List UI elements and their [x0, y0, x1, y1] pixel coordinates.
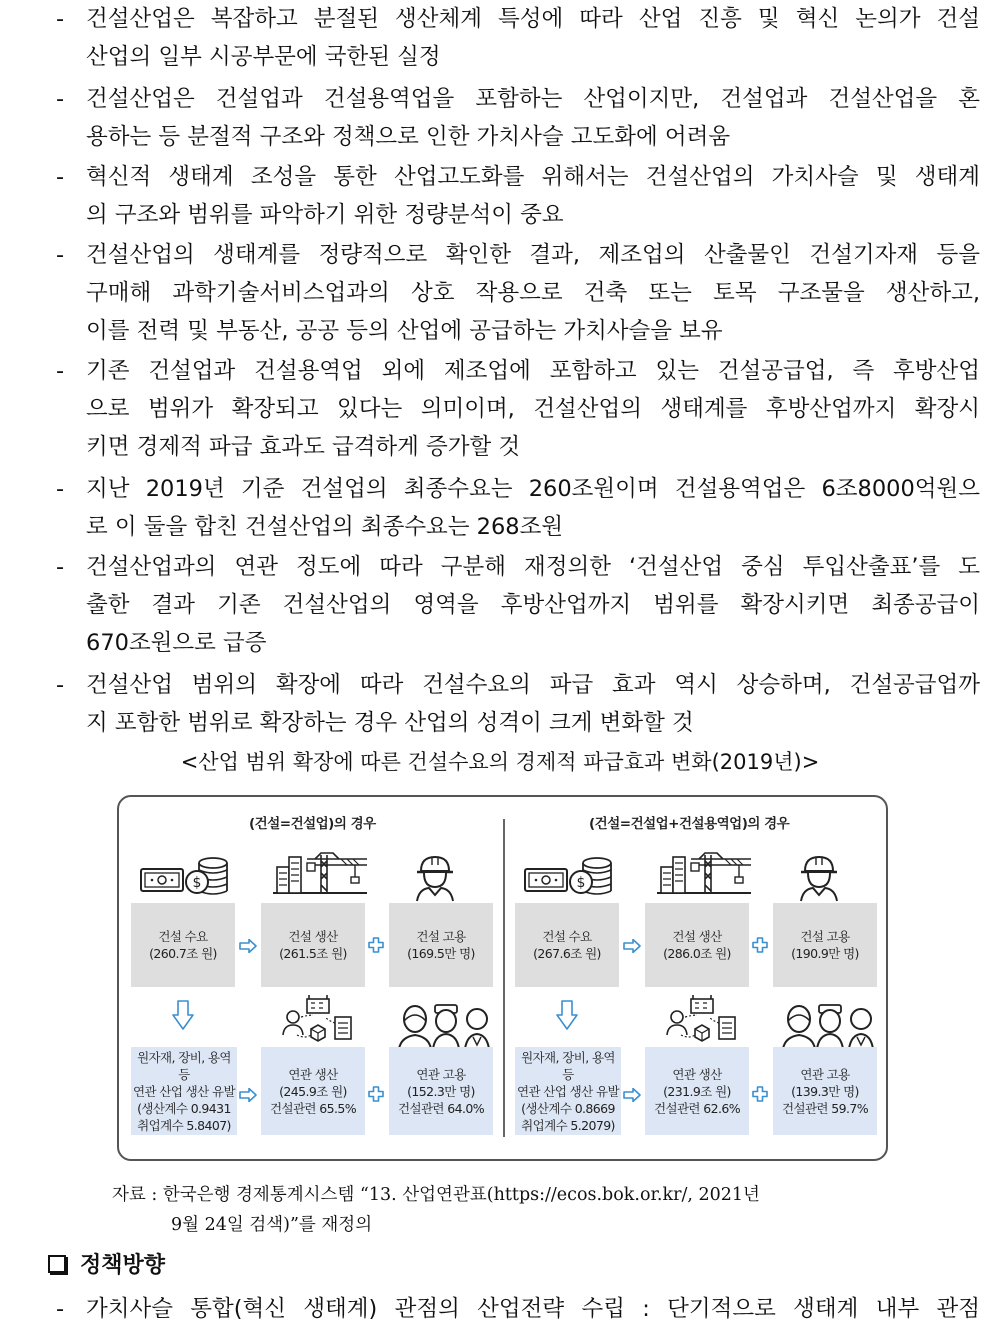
box-text-line: 건설관련 65.5%	[270, 1100, 356, 1116]
bullet-item	[56, 0, 980, 76]
box-text-line: 연관 산업 생산 유발	[133, 1083, 235, 1099]
bullet-line: 건설산업의 생태계를 정량적으로 확인한 결과, 제조업의 산출물인 건설기자재 등을	[86, 242, 980, 268]
bullet-line: 670조원으로 급증	[86, 630, 267, 656]
plus-icon	[752, 1086, 768, 1102]
bullet-item	[56, 548, 980, 662]
box-text-line: 취업계수 5.8407)	[137, 1117, 231, 1133]
related-production-box	[645, 1047, 749, 1135]
box-text-line: (생산계수 0.8669	[521, 1100, 615, 1116]
box-text-line: 연관 생산	[672, 1066, 722, 1082]
box-text-line: (286.0조 원)	[663, 946, 731, 961]
svg-text:$: $	[576, 875, 586, 891]
box-text-line: (190.9만 명)	[791, 946, 859, 961]
final-bullet-text: 가치사슬 통합(혁신 생태계) 관점의 산업전략 수립 : 단기적으로 생태계 내부 관점	[86, 1296, 980, 1322]
construction-demand-box	[515, 903, 619, 987]
money-icon	[139, 855, 231, 903]
box-text-line: 연관 고용	[416, 1066, 466, 1082]
panel-title: (건설=건설업)의 경우	[249, 816, 376, 832]
bullet-item	[56, 352, 980, 466]
bullet-line: 으로 범위가 확장되고 있다는 의미이며, 건설산업의 생태계를 후방산업까지 확장시	[86, 396, 980, 422]
people-group-icon	[781, 1001, 875, 1049]
box-text-line: 연관 고용	[800, 1066, 850, 1082]
bullet-line: 건설산업 범위의 확장에 따라 건설수요의 파급 효과 역시 상승하며, 건설공급업까	[86, 672, 980, 698]
source-line-1: 자료 : 한국은행 경제통계시스템 “13. 산업연관표(https://ecos.bok.or.kr/, 2021년	[112, 1185, 760, 1205]
construction-employment-box	[389, 903, 493, 987]
panel-title: (건설=건설업+건설용역업)의 경우	[589, 816, 790, 832]
bullet-item	[56, 236, 980, 350]
bullet-item	[56, 158, 980, 234]
checkbox-square-icon	[48, 1255, 66, 1273]
bullet-line: 의 구조와 범위를 파악하기 위한 정량분석이 중요	[86, 202, 564, 228]
construction-employment-box	[773, 903, 877, 987]
box-text-line: (260.7조 원)	[149, 946, 217, 961]
bullet-item	[56, 666, 980, 742]
bullet-dash: -	[56, 672, 65, 698]
bullet-dash: -	[56, 476, 65, 502]
box-text-line: 건설 생산	[672, 929, 722, 944]
box-text-line: (261.5조 원)	[279, 946, 347, 961]
worker-helmet-icon	[413, 853, 457, 903]
bullet-line: 건설산업은 건설업과 건설용역업을 포함하는 산업이지만, 건설업과 건설산업을 혼	[86, 86, 980, 112]
construction-crane-icon	[655, 849, 753, 899]
factory-network-icon	[281, 995, 353, 1043]
bullet-dash: -	[56, 164, 65, 190]
box-text-line: (169.5만 명)	[407, 946, 475, 961]
construction-crane-icon	[271, 849, 369, 899]
arrow-right-icon	[623, 938, 641, 952]
related-employment-box	[389, 1047, 493, 1135]
box-text-line: 연관 생산	[288, 1066, 338, 1082]
arrow-down-icon	[556, 1000, 578, 1030]
plus-icon	[752, 937, 768, 953]
related-employment-box	[773, 1047, 877, 1135]
bullet-line: 건설산업은 복잡하고 분절된 생산체계 특성에 따라 산업 진흥 및 혁신 논의가 건설	[86, 6, 980, 32]
bullet-item	[56, 80, 980, 156]
box-text-line: 취업계수 5.2079)	[521, 1117, 615, 1133]
bullet-line: 로 이 둘을 합친 건설산업의 최종수요는 268조원	[86, 514, 564, 540]
bullet-dash: -	[56, 6, 65, 32]
factory-network-icon	[665, 995, 737, 1043]
bullet-dash: -	[56, 358, 65, 384]
arrow-right-icon	[239, 1087, 257, 1101]
panel-divider	[503, 819, 505, 1137]
induced-production-box	[131, 1047, 237, 1135]
box-text-line: 건설 수요	[542, 929, 592, 944]
bullet-line: 혁신적 생태계 조성을 통한 산업고도화를 위해서는 건설산업의 가치사슬 및 생태계	[86, 164, 980, 190]
section-title: 정책방향	[80, 1253, 166, 1278]
bullet-line: 키면 경제적 파급 효과도 급격하게 증가할 것	[86, 434, 521, 460]
arrow-right-icon	[623, 1087, 641, 1101]
construction-production-box	[261, 903, 365, 987]
box-text-line: (231.9조 원)	[663, 1083, 731, 1099]
section-heading	[48, 1248, 165, 1279]
box-text-line: 건설관련 62.6%	[654, 1100, 740, 1116]
construction-production-box	[645, 903, 749, 987]
arrow-down-icon	[172, 1000, 194, 1030]
box-text-line: (245.9조 원)	[279, 1083, 347, 1099]
plus-icon	[368, 1086, 384, 1102]
figure-caption: <산업 범위 확장에 따른 건설수요의 경제적 파급효과 변화(2019년)>	[180, 750, 820, 774]
bullet-item	[56, 470, 980, 546]
source-line-2: 9월 24일 검색)”를 재정의	[171, 1215, 373, 1235]
bullet-dash: -	[56, 86, 65, 112]
bullet-dash: -	[56, 242, 65, 268]
svg-text:$: $	[192, 875, 202, 891]
bullet-line: 이를 전력 및 부동산, 공공 등의 산업에 공급하는 가치사슬을 보유	[86, 318, 723, 344]
source-note	[112, 1180, 760, 1240]
bullet-line: 출한 결과 기존 건설산업의 영역을 후방산업까지 범위를 확장시키면 최종공급이	[86, 592, 980, 618]
plus-icon	[368, 937, 384, 953]
bullet-line: 용하는 등 분절적 구조와 정책으로 인한 가치사슬 고도화에 어려움	[86, 124, 731, 150]
worker-helmet-icon	[797, 853, 841, 903]
box-text-line: 원자재, 장비, 용역 등	[137, 1049, 231, 1082]
box-text-line: 건설 고용	[416, 929, 466, 944]
final-bullet	[56, 1290, 980, 1327]
box-text-line: (139.3만 명)	[791, 1083, 859, 1099]
construction-demand-box	[131, 903, 235, 987]
bullet-dash: -	[56, 1296, 65, 1322]
box-text-line: 연관 산업 생산 유발	[517, 1083, 619, 1099]
bullet-line: 지난 2019년 기준 건설업의 최종수요는 260조원이며 건설용역업은 6조8000억원으	[86, 476, 980, 502]
money-icon	[523, 855, 615, 903]
bullet-line: 건설산업과의 연관 정도에 따라 구분해 재정의한 ‘건설산업 중심 투입산출표’를 도	[86, 554, 980, 580]
box-text-line: (생산계수 0.9431	[137, 1100, 231, 1116]
induced-production-box	[515, 1047, 621, 1135]
box-text-line: (152.3만 명)	[407, 1083, 475, 1099]
box-text-line: 건설관련 64.0%	[398, 1100, 484, 1116]
bullet-line: 기존 건설업과 건설용역업 외에 제조업에 포함하고 있는 건설공급업, 즉 후방산업	[86, 358, 980, 384]
people-group-icon	[397, 1001, 491, 1049]
box-text-line: 건설관련 59.7%	[782, 1100, 868, 1116]
box-text-line: 건설 고용	[800, 929, 850, 944]
box-text-line: 건설 수요	[158, 929, 208, 944]
arrow-right-icon	[239, 938, 257, 952]
bullet-line: 지 포함한 범위로 확장하는 경우 산업의 성격이 크게 변화할 것	[86, 710, 694, 736]
box-text-line: 원자재, 장비, 용역 등	[521, 1049, 615, 1082]
related-production-box	[261, 1047, 365, 1135]
bullet-line: 구매해 과학기술서비스업과의 상호 작용으로 건축 또는 토목 구조물을 생산하고,	[86, 280, 980, 306]
economic-ripple-figure	[117, 795, 888, 1161]
box-text-line: 건설 생산	[288, 929, 338, 944]
bullet-dash: -	[56, 554, 65, 580]
bullet-line: 산업의 일부 시공부문에 국한된 실정	[86, 44, 441, 70]
box-text-line: (267.6조 원)	[533, 946, 601, 961]
